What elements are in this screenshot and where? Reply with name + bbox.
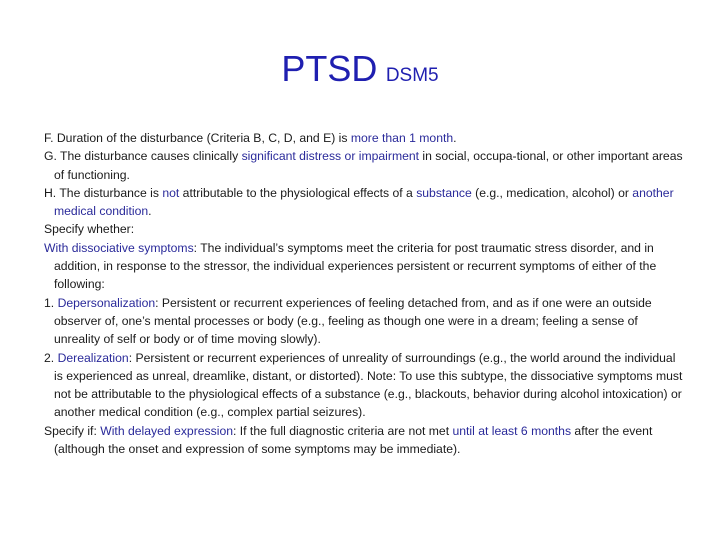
body-text: : Persistent or recurrent experiences of unreality of surroundings (e.g., the world around the individual is experienced as unreal, dreamlike, distant, or distorted). Note: To use this subtype, the dissociative symptoms must not be attributable to the physiological effects of a substance (e.g., blackouts, behavior during alcohol intoxication) or another medical condition (e.g., complex partial seizures).: [54, 350, 683, 420]
highlighted-text: another medical condition: [54, 185, 674, 219]
title-main: PTSD: [281, 48, 378, 89]
criteria-paragraph: [44, 294, 684, 349]
criteria-paragraph: [44, 422, 684, 459]
body-text: 2.: [44, 350, 58, 365]
slide-title: [0, 48, 720, 90]
body-text: in social, occupa-tional, or other important areas of functioning.: [54, 149, 683, 182]
criteria-paragraph: [44, 220, 684, 238]
body-text: F. Duration of the disturbance (Criteria B, C, D, and E) is: [44, 131, 351, 145]
highlighted-text: Derealization: [57, 350, 129, 365]
highlighted-text: not: [162, 185, 180, 200]
criteria-paragraph: [44, 129, 684, 147]
body-text: 1.: [44, 295, 58, 310]
body-text: : If the full diagnostic criteria are not met: [233, 423, 453, 438]
body-text: G. The disturbance causes clinically: [44, 149, 242, 164]
criteria-paragraph: [44, 349, 684, 422]
highlighted-text: With delayed expression: [100, 423, 233, 438]
body-text: : The individual’s symptoms meet the criteria for post traumatic stress disorder, and in addition, in response to the stressor, the individual experiences persistent or recurrent symptoms of either of the following:: [54, 240, 657, 292]
body-text: .: [148, 204, 152, 219]
body-text: .: [453, 131, 457, 145]
body-text: attributable to the physiological effects of a: [179, 185, 417, 200]
title-subtitle: DSM5: [385, 65, 439, 86]
criteria-paragraph: [44, 147, 684, 184]
body-text: H. The disturbance is: [44, 185, 163, 200]
body-text: Specify whether:: [44, 222, 135, 237]
criteria-body: [44, 129, 684, 458]
body-text: : Persistent or recurrent experiences of feeling detached from, and as if one were an outside observer of, one’s mental processes or body (e.g., feeling as though one were in a dream; feeling a sense of unreality of self or body or of time moving slowly).: [54, 295, 652, 347]
criteria-paragraph: [44, 239, 684, 294]
highlighted-text: Depersonalization: [57, 295, 156, 310]
body-text: Specify if:: [44, 423, 101, 438]
highlighted-text: more than 1 month: [350, 131, 454, 145]
highlighted-text: significant distress or impairment: [241, 149, 420, 164]
highlighted-text: With dissociative symptoms: [44, 240, 194, 255]
highlighted-text: substance: [416, 185, 472, 200]
body-text: after the event (although the onset and expression of some symptoms may be immediate).: [54, 423, 653, 457]
highlighted-text: until at least 6 months: [452, 423, 572, 438]
body-text: (e.g., medication, alcohol) or: [471, 185, 633, 200]
criteria-paragraph: [44, 184, 684, 221]
